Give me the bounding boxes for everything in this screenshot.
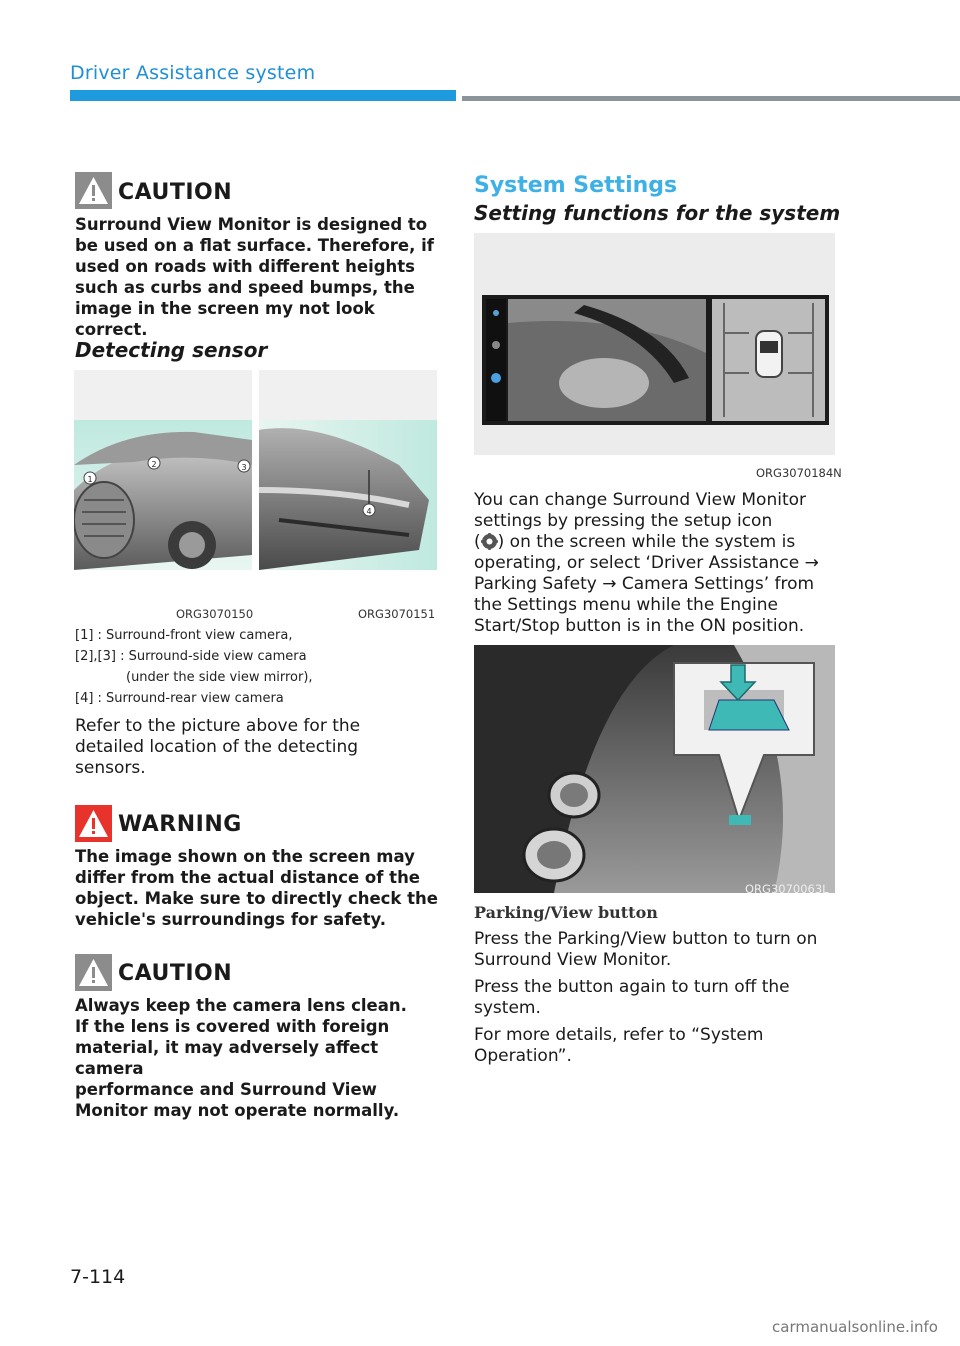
header-accent-bar <box>70 90 456 101</box>
page-number: 7-114 <box>70 1266 126 1288</box>
parking-view-heading: Parking/View button <box>474 903 658 922</box>
image-code: ORG3070184N <box>756 466 842 480</box>
image-code: ORG3070151 <box>358 607 436 621</box>
system-settings-title: System Settings <box>474 173 678 198</box>
refer-text: Refer to the picture above for the detailed location of the detecting sensors. <box>75 716 361 778</box>
caution-warning-icon <box>75 172 112 209</box>
parking-view-p1: Press the Parking/View button to turn on Surround View Monitor. <box>474 929 818 970</box>
parking-view-p2: Press the button again to turn off the system. <box>474 977 790 1018</box>
caution-warning-icon <box>75 954 112 991</box>
caution-title: CAUTION <box>118 961 233 986</box>
setup-gear-icon <box>481 533 498 550</box>
front-camera-image <box>74 370 252 598</box>
detecting-sensor-heading: Detecting sensor <box>75 338 268 362</box>
image-code: ORG3070063L <box>745 882 829 896</box>
header-rule <box>462 96 960 101</box>
image-code: ORG3070150 <box>176 607 254 621</box>
label-3: 3 <box>241 463 247 472</box>
setting-functions-heading: Setting functions for the system <box>474 201 841 225</box>
caution-title: CAUTION <box>118 180 233 205</box>
sensor-legend: [1] : Surround-front view camera, [2],[3] : Surround-side view camera (under the side view mirror), [4] : Surround-rear view camera <box>75 628 313 706</box>
label-1: 1 <box>87 475 93 484</box>
rear-camera-image <box>259 370 437 598</box>
warning-title: WARNING <box>118 812 242 837</box>
label-4: 4 <box>366 507 372 516</box>
settings-description: You can change Surround View Monitor settings by pressing the setup icon ( ) on the screen while the system is operating, or select ‘Driver Assistance → Parking Safety → Camera Settings’ from the Settings menu while the Engine Start/Stop button is in the ON position. <box>474 490 819 636</box>
warning-body: The image shown on the screen may differ from the actual distance of the object. Make sure to directly check the vehicle's surroundings for safety. <box>75 847 438 929</box>
caution-body: Always keep the camera lens clean. If the lens is covered with foreign material, it may adversely affect camera performance and Surround View Monitor may not operate normally. <box>75 996 407 1120</box>
parking-view-p3: For more details, refer to “System Operation”. <box>474 1025 764 1066</box>
label-2: 2 <box>151 460 157 469</box>
warning-icon <box>75 805 112 842</box>
parking-view-button-image <box>474 645 835 893</box>
section-title: Driver Assistance system <box>70 62 316 84</box>
surround-view-screen-image <box>474 233 835 455</box>
watermark: carmanualsonline.info <box>772 1318 938 1336</box>
caution-body: Surround View Monitor is designed to be used on a flat surface. Therefore, if used on roads with different heights such as curbs and speed bumps, the image in the screen my not look correct. <box>75 215 434 339</box>
